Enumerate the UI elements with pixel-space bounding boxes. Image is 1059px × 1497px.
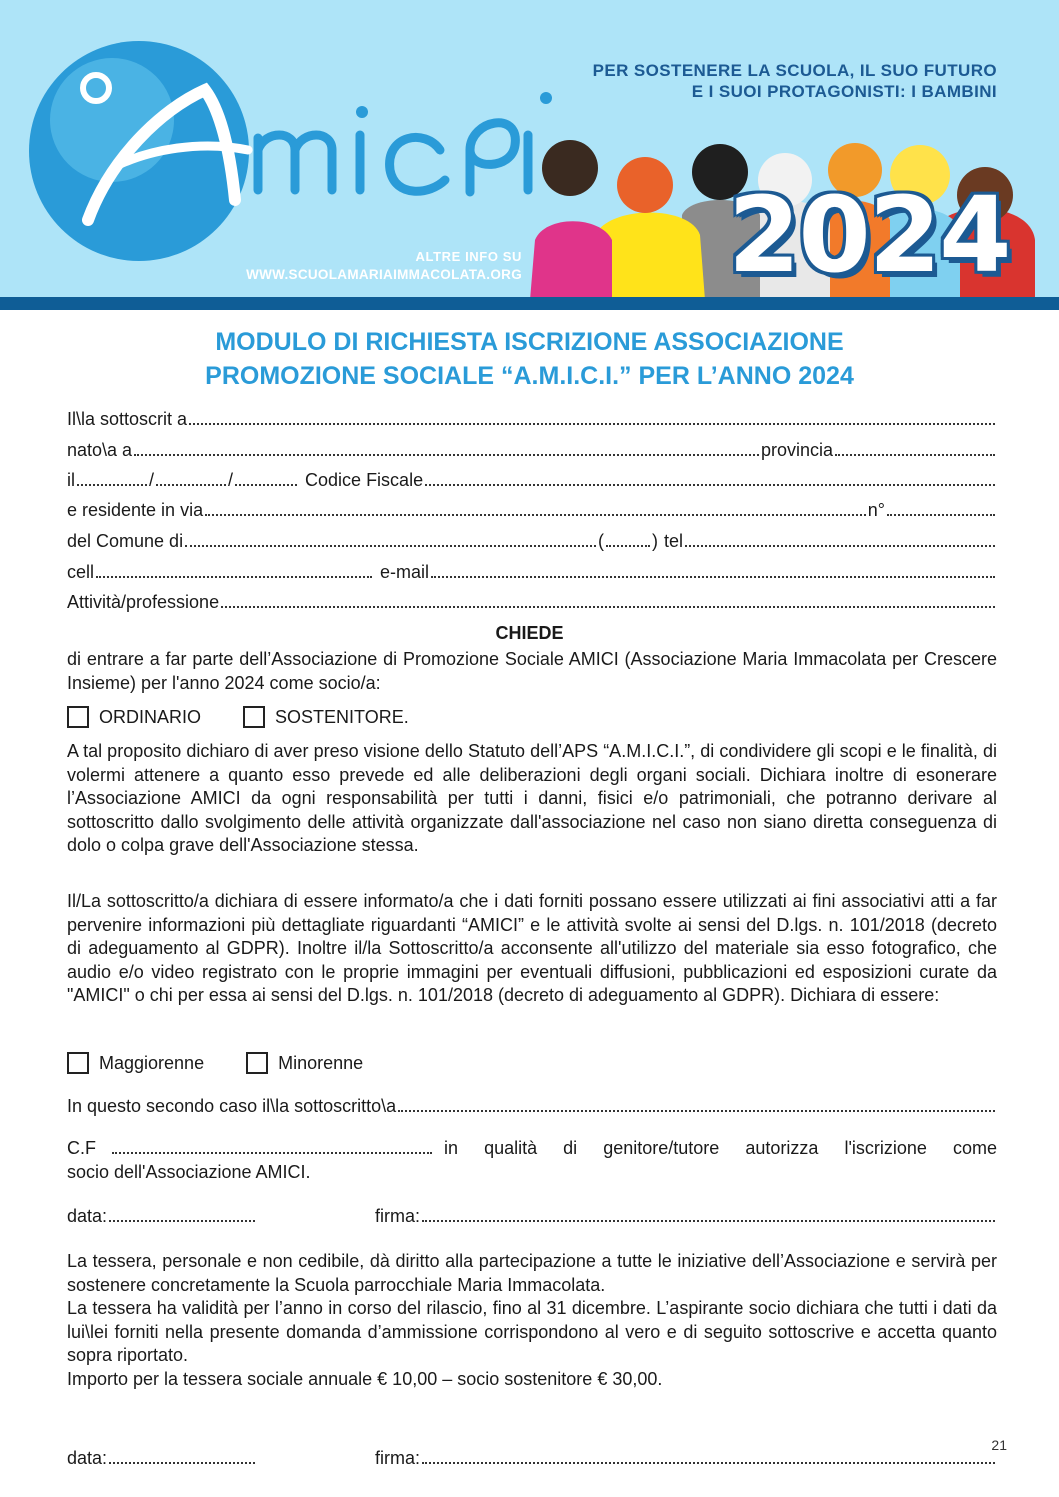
page-title xyxy=(0,325,1059,393)
field-row-cf-2 xyxy=(67,1161,997,1183)
field-row-cf xyxy=(67,1137,997,1159)
data-label-1: data: xyxy=(67,1206,108,1226)
signature-row-2 xyxy=(67,1447,997,1469)
maggiorenne-checkbox[interactable] xyxy=(67,1052,89,1074)
membership-options xyxy=(67,704,451,730)
field-label-numero: n° xyxy=(867,500,885,520)
year-badge: 2024 xyxy=(728,174,1010,296)
option-maggiorenne[interactable] xyxy=(67,1052,204,1074)
tel-input-line[interactable] xyxy=(685,545,995,547)
title-line-1: MODULO DI RICHIESTA ISCRIZIONE ASSOCIAZIONE xyxy=(215,328,844,356)
email-input-line[interactable] xyxy=(431,576,995,578)
maggiorenne-label: Maggiorenne xyxy=(99,1052,205,1073)
sottoscritto-input-line[interactable] xyxy=(189,423,995,425)
minorenne-checkbox[interactable] xyxy=(246,1052,268,1074)
codice-fiscale-input-line[interactable] xyxy=(425,484,995,486)
date-slash-2: / xyxy=(228,470,234,490)
field-row-comune xyxy=(67,530,997,552)
field-row-nato xyxy=(67,439,997,461)
chiede-heading: CHIEDE xyxy=(495,623,564,643)
paren-open: ( xyxy=(597,531,604,551)
field-label-nato: nato\a a xyxy=(67,440,133,460)
field-row-attivita xyxy=(67,591,997,613)
field-label-cell: cell xyxy=(67,562,95,582)
ordinario-label: ORDINARIO xyxy=(99,706,202,727)
cf-label: C.F xyxy=(67,1138,96,1158)
declaration-paragraph-1: A tal proposito dichiaro di aver preso visione dello Statuto dell’APS “A.M.I.C.I.”, di condividere gli scopi e le finalità, di volermi attenere a quanto esso prevede ed alle deliberazioni degli organi sociali. Dichiara inoltre di esonerare l’Associazione AMICI da ogni responsabilità per tutti i danni, fisici e/o patrimoniali, che potranno derivare al sottoscritto dallo svolgimento delle attività organizzate dall'associazione nel caso non siano diretta conseguenza di dolo o colpa grave dell'Associazione stessa. xyxy=(67,741,997,855)
tagline-line-2: E I SUOI PROTAGONISTI: I BAMBINI xyxy=(691,82,997,101)
field-row-residenza xyxy=(67,499,997,521)
signature-input-line-2[interactable] xyxy=(422,1462,995,1464)
signature-input-line-1[interactable] xyxy=(422,1220,995,1222)
cf-input-line[interactable] xyxy=(112,1152,432,1154)
field-row-sottoscritto xyxy=(67,408,997,430)
field-row-minor xyxy=(67,1095,997,1117)
field-label-attivita: Attività/professione xyxy=(67,592,220,612)
header-stripe xyxy=(0,297,1059,310)
paren-close: ) xyxy=(651,531,658,551)
info-block xyxy=(178,248,522,284)
field-label-residente: e residente in via xyxy=(67,500,204,520)
closing-text-3: Importo per la tessera sociale annuale € 10,00 – socio sostenitore € 30,00. xyxy=(67,1368,663,1389)
closing-text-2: La tessera ha validità per l’anno in corso del rilascio, fino al 31 dicembre. L’aspirante socio dichiara che tutti i dati da lui\lei forniti nella presente domanda d’ammissione corrispondono al vero e di seguito sottoscrive e accetta quanto sopra riportato. xyxy=(67,1298,997,1365)
comune-province-input-line[interactable] xyxy=(606,545,650,547)
attivita-input-line[interactable] xyxy=(221,606,995,608)
field-label-codice-fiscale: Codice Fiscale xyxy=(305,470,424,490)
guardian-text: in qualità di genitore/tutore autorizza l'iscrizione come xyxy=(444,1138,997,1158)
field-row-birthdate xyxy=(67,469,997,491)
minor-case-label: In questo secondo caso il\la sottoscritto\a xyxy=(67,1096,397,1116)
sostenitore-checkbox[interactable] xyxy=(243,706,265,728)
title-line-2: PROMOZIONE SOCIALE “A.M.I.C.I.” PER L’ANNO 2024 xyxy=(205,362,854,390)
option-sostenitore[interactable] xyxy=(243,706,409,728)
option-minorenne[interactable] xyxy=(246,1052,363,1074)
civic-number-input-line[interactable] xyxy=(887,514,995,516)
comune-input-line[interactable] xyxy=(185,545,596,547)
data-label-2: data: xyxy=(67,1448,108,1468)
birthplace-input-line[interactable] xyxy=(134,454,759,456)
field-label-email: e-mail xyxy=(380,562,430,582)
tagline-line-1: PER SOSTENERE LA SCUOLA, IL SUO FUTURO xyxy=(592,61,997,80)
closing-text-1: La tessera, personale e non cedibile, dà diritto alla partecipazione a tutte le iniziative dell’Associazione e servirà per sostenere concretamente la Scuola parrocchiale Maria Immacolata. xyxy=(67,1251,997,1295)
ordinario-checkbox[interactable] xyxy=(67,706,89,728)
field-label-comune: del Comune di xyxy=(67,531,184,551)
guardian-text-2: socio dell'Associazione AMICI. xyxy=(67,1162,311,1182)
tagline xyxy=(593,60,997,102)
birth-year-input-line[interactable] xyxy=(235,484,297,486)
cell-input-line[interactable] xyxy=(96,576,372,578)
header-banner xyxy=(0,0,1059,300)
signature-row-1 xyxy=(67,1205,997,1227)
field-label-tel: tel xyxy=(663,531,683,551)
firma-label-1: firma: xyxy=(375,1206,421,1226)
intro-paragraph: di entrare a far parte dell’Associazione di Promozione Sociale AMICI (Associazione Maria Immacolata per Crescere Insieme) per l'anno 2024 come socio/a: xyxy=(67,649,997,693)
provincia-input-line[interactable] xyxy=(835,454,995,456)
declaration-paragraph-2: Il/La sottoscritto/a dichiara di essere informato/a che i dati forniti possano essere utilizzati ai fini associativi atti a far pervenire informazioni più dettagliate riguardanti “AMICI” e le attività svolte ai sensi del D.lgs. n. 101/2018 (decreto di adeguamento al GDPR). Inoltre il/la Sottoscritto/a acconsente all'utilizzo del materiale sia esso fotografico, che audio e/o video registrato con le proprie immagini per eventuali diffusioni, pubblicazioni ed esposizioni curate da "AMICI" o chi per essa ai sensi del D.lgs. n. 101/2018 (decreto di adeguamento al GDPR). Dichiara di essere: xyxy=(67,891,997,1005)
minorenne-label: Minorenne xyxy=(278,1052,364,1073)
closing-paragraph xyxy=(67,1250,997,1391)
logo-letter-m xyxy=(258,135,332,190)
date-input-line-2[interactable] xyxy=(109,1462,255,1464)
date-slash-1: / xyxy=(149,470,155,490)
sostenitore-label: SOSTENITORE. xyxy=(275,706,409,727)
via-input-line[interactable] xyxy=(205,514,866,516)
field-label-provincia: provincia xyxy=(760,440,833,460)
field-label-sottoscritto: Il\la sottoscrit a xyxy=(67,409,188,429)
date-input-line-1[interactable] xyxy=(109,1220,255,1222)
field-row-contacts xyxy=(67,561,997,583)
page-number: 21 xyxy=(991,1437,1007,1453)
info-url[interactable]: WWW.SCUOLAMARIAIMMACOLATA.ORG xyxy=(246,267,522,282)
option-ordinario[interactable] xyxy=(67,706,201,728)
birth-day-input-line[interactable] xyxy=(77,484,147,486)
info-label: ALTRE INFO SU xyxy=(415,249,522,264)
age-options xyxy=(67,1050,405,1076)
firma-label-2: firma: xyxy=(375,1448,421,1468)
field-label-il: il xyxy=(67,470,75,490)
logo-letter-c xyxy=(390,137,445,191)
birth-month-input-line[interactable] xyxy=(156,484,226,486)
guardian-name-input-line[interactable] xyxy=(398,1110,995,1112)
